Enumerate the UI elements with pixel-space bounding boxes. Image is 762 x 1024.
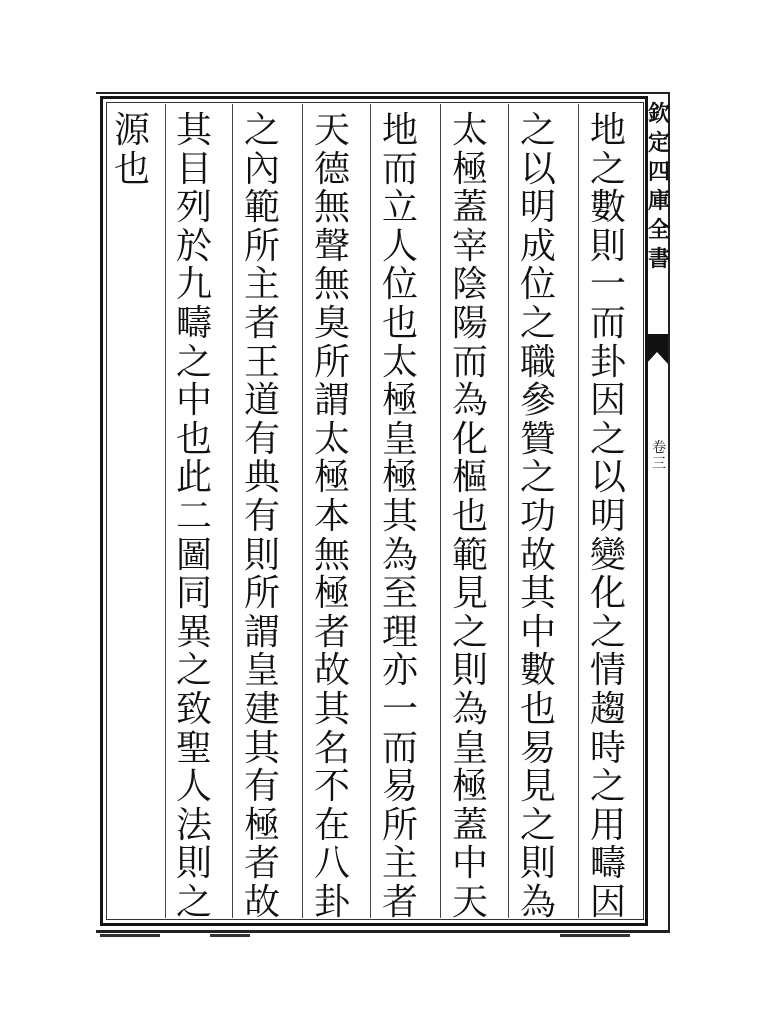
glyph: 則 <box>243 534 280 576</box>
glyph: 因 <box>589 881 626 923</box>
glyph: 為 <box>519 881 556 923</box>
glyph: 所 <box>243 225 280 267</box>
glyph: 於 <box>175 225 212 267</box>
text-column <box>586 110 630 923</box>
glyph: 蓋 <box>451 804 488 846</box>
glyph: 太 <box>451 110 488 151</box>
margin-volume-label: 卷 三 <box>652 440 666 472</box>
glyph: 皇 <box>243 650 280 692</box>
glyph: 皇 <box>451 727 488 769</box>
glyph: 贊 <box>519 418 556 460</box>
glyph: 異 <box>175 611 212 653</box>
glyph: 無 <box>313 187 350 229</box>
glyph: 道 <box>243 380 280 422</box>
glyph: 聖 <box>175 727 212 769</box>
glyph: 九 <box>175 264 212 306</box>
glyph: 位 <box>381 264 418 306</box>
glyph: 之 <box>589 766 626 808</box>
text-column <box>110 112 154 912</box>
glyph: 見 <box>519 766 556 808</box>
glyph: 用 <box>589 804 626 846</box>
glyph: 之 <box>589 611 626 653</box>
glyph: 者 <box>313 611 350 653</box>
glyph: 功 <box>519 495 556 537</box>
glyph: 有 <box>243 418 280 460</box>
glyph: 極 <box>381 457 418 499</box>
glyph: 無 <box>313 534 350 576</box>
glyph: 時 <box>589 727 626 769</box>
glyph: 太 <box>381 341 418 383</box>
glyph: 化 <box>589 573 626 615</box>
glyph: 卦 <box>313 881 350 923</box>
glyph: 也 <box>113 148 150 190</box>
glyph: 而 <box>381 727 418 769</box>
glyph: 太 <box>313 418 350 460</box>
glyph: 臭 <box>313 302 350 344</box>
column-rule <box>165 104 166 918</box>
text-column <box>516 110 560 923</box>
text-column <box>240 110 284 923</box>
text-column <box>448 110 492 923</box>
glyph: 也 <box>381 302 418 344</box>
glyph: 之 <box>243 110 280 151</box>
bottom-border-rule <box>96 930 670 933</box>
glyph: 疇 <box>589 843 626 885</box>
glyph: 蓋 <box>451 187 488 229</box>
glyph: 王 <box>243 341 280 383</box>
glyph: 所 <box>313 341 350 383</box>
glyph: 人 <box>381 225 418 267</box>
glyph: 所 <box>381 804 418 846</box>
glyph: 者 <box>381 881 418 923</box>
glyph: 見 <box>451 573 488 615</box>
glyph: 建 <box>243 688 280 730</box>
glyph: 主 <box>381 843 418 885</box>
glyph: 一 <box>589 264 626 306</box>
glyph: 同 <box>175 573 212 615</box>
glyph: 所 <box>243 573 280 615</box>
glyph: 八 <box>313 843 350 885</box>
glyph: 趨 <box>589 688 626 730</box>
glyph: 數 <box>589 187 626 229</box>
glyph: 在 <box>313 804 350 846</box>
glyph: 疇 <box>175 302 212 344</box>
glyph: 之 <box>175 881 212 923</box>
glyph: 其 <box>519 573 556 615</box>
glyph: 故 <box>313 650 350 692</box>
glyph: 之 <box>589 148 626 190</box>
glyph: 極 <box>313 457 350 499</box>
glyph: 卦 <box>589 341 626 383</box>
glyph: 變 <box>589 534 626 576</box>
glyph: 目 <box>175 148 212 190</box>
glyph: 主 <box>243 264 280 306</box>
glyph: 則 <box>519 843 556 885</box>
glyph: 故 <box>519 534 556 576</box>
glyph: 圖 <box>175 534 212 576</box>
glyph: 亦 <box>381 650 418 692</box>
glyph: 化 <box>451 418 488 460</box>
glyph: 之 <box>589 418 626 460</box>
glyph: 易 <box>381 766 418 808</box>
glyph: 中 <box>175 380 212 422</box>
glyph: 之 <box>519 110 556 151</box>
glyph: 人 <box>175 766 212 808</box>
glyph: 之 <box>175 650 212 692</box>
text-column <box>378 110 422 923</box>
glyph: 而 <box>381 148 418 190</box>
glyph: 德 <box>313 148 350 190</box>
glyph: 極 <box>451 766 488 808</box>
glyph: 天 <box>313 110 350 151</box>
glyph: 源 <box>113 110 150 151</box>
glyph: 之 <box>175 341 212 383</box>
glyph: 其 <box>175 110 212 151</box>
glyph: 二 <box>175 495 212 537</box>
glyph: 陰 <box>451 264 488 306</box>
glyph: 立 <box>381 187 418 229</box>
glyph: 職 <box>519 341 556 383</box>
glyph: 至 <box>381 573 418 615</box>
glyph: 數 <box>519 650 556 692</box>
glyph: 法 <box>175 804 212 846</box>
column-rule <box>508 104 509 918</box>
text-column <box>172 110 216 923</box>
column-rule <box>302 104 303 918</box>
glyph: 中 <box>451 843 488 885</box>
glyph: 因 <box>589 380 626 422</box>
glyph: 一 <box>381 688 418 730</box>
glyph: 以 <box>589 457 626 499</box>
glyph: 謂 <box>243 611 280 653</box>
print-noise <box>210 934 250 937</box>
glyph: 則 <box>175 843 212 885</box>
glyph: 理 <box>381 611 418 653</box>
glyph: 為 <box>451 688 488 730</box>
glyph: 不 <box>313 766 350 808</box>
glyph: 列 <box>175 187 212 229</box>
glyph: 也 <box>451 495 488 537</box>
glyph: 極 <box>381 380 418 422</box>
print-noise <box>560 934 630 937</box>
glyph: 謂 <box>313 380 350 422</box>
column-rule <box>232 104 233 918</box>
glyph: 皇 <box>381 418 418 460</box>
glyph: 致 <box>175 688 212 730</box>
glyph: 有 <box>243 495 280 537</box>
glyph: 位 <box>519 264 556 306</box>
glyph: 故 <box>243 881 280 923</box>
glyph: 樞 <box>451 457 488 499</box>
glyph: 內 <box>243 148 280 190</box>
glyph: 明 <box>519 187 556 229</box>
glyph: 本 <box>313 495 350 537</box>
text-column <box>310 110 354 923</box>
glyph: 為 <box>451 380 488 422</box>
glyph: 宰 <box>451 225 488 267</box>
glyph: 之 <box>519 302 556 344</box>
glyph: 有 <box>243 766 280 808</box>
glyph: 其 <box>381 495 418 537</box>
margin-book-title: 欽 定 四 庫 全 書 <box>648 101 671 272</box>
glyph: 則 <box>589 225 626 267</box>
glyph: 極 <box>243 804 280 846</box>
glyph: 範 <box>451 534 488 576</box>
glyph: 典 <box>243 457 280 499</box>
column-rule <box>578 104 579 918</box>
glyph: 其 <box>313 688 350 730</box>
glyph: 成 <box>519 225 556 267</box>
print-noise <box>100 934 160 937</box>
glyph: 易 <box>519 727 556 769</box>
glyph: 而 <box>589 302 626 344</box>
glyph: 之 <box>519 804 556 846</box>
glyph: 也 <box>519 688 556 730</box>
column-rule <box>370 104 371 918</box>
glyph: 地 <box>589 110 626 151</box>
glyph: 者 <box>243 843 280 885</box>
glyph: 極 <box>313 573 350 615</box>
glyph: 為 <box>381 534 418 576</box>
glyph: 者 <box>243 302 280 344</box>
column-rule <box>440 104 441 918</box>
glyph: 中 <box>519 611 556 653</box>
glyph: 範 <box>243 187 280 229</box>
glyph: 其 <box>243 727 280 769</box>
glyph: 以 <box>519 148 556 190</box>
glyph: 聲 <box>313 225 350 267</box>
glyph: 天 <box>451 881 488 923</box>
glyph: 之 <box>519 457 556 499</box>
glyph: 此 <box>175 457 212 499</box>
glyph: 明 <box>589 495 626 537</box>
glyph: 極 <box>451 148 488 190</box>
glyph: 地 <box>381 110 418 151</box>
glyph: 則 <box>451 650 488 692</box>
top-border-rule <box>96 92 670 94</box>
glyph: 無 <box>313 264 350 306</box>
glyph: 參 <box>519 380 556 422</box>
glyph: 也 <box>175 418 212 460</box>
glyph: 而 <box>451 341 488 383</box>
glyph: 陽 <box>451 302 488 344</box>
glyph: 之 <box>451 611 488 653</box>
glyph: 名 <box>313 727 350 769</box>
glyph: 情 <box>589 650 626 692</box>
